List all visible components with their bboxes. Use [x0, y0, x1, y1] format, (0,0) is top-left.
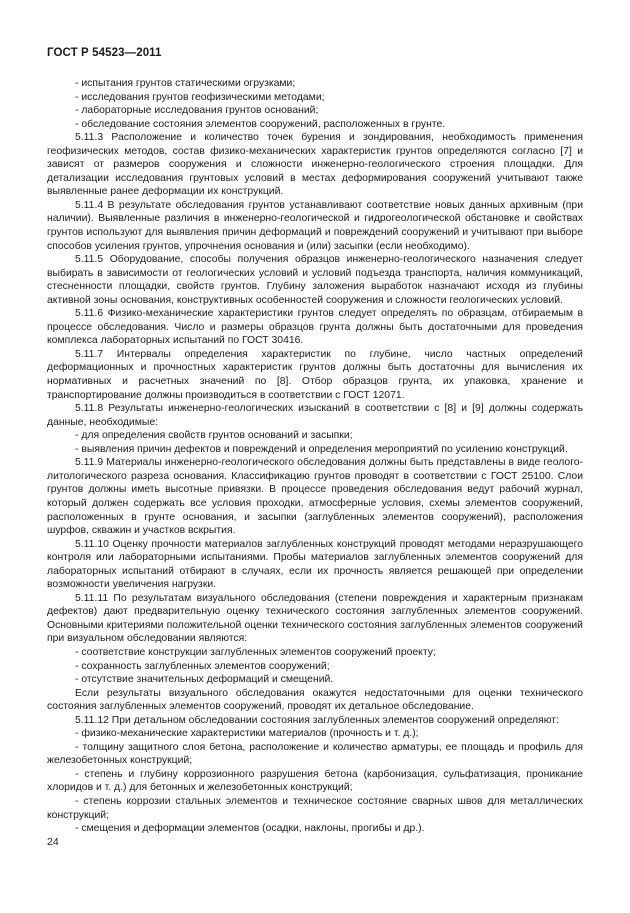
paragraph: 5.11.6 Физико-механические характеристики грунтов следует определять по образцам, отбираемым в процессе обследования. Число и размеры образцов грунта должны быть достаточными для проведения комплекса лабораторных испытаний по ГОСТ 30416. — [47, 308, 583, 347]
paragraph: - отсутствие значительных деформаций и смещений. — [75, 674, 334, 686]
paragraph: - степень коррозии стальных элементов и техническое состояние сварных швов для металлических конструкций; — [47, 795, 583, 821]
paragraph: 5.11.9 Материалы инженерно-геологического обследования должны быть представлены в виде геолого-литологического разреза основания. Классификацию грунтов проводят в соответствии с ГОСТ 25100. Слои грунтов должны иметь высотные привязки. В процессе проведения обследования ведут рабочий журнал, который должен содержать все условия проходки, атмосферные условия, схемы элементов сооружений, расположенных в грунте основания, и засыпки (заглубленных элементов сооружений), расположения шурфов, скважин и участков вскрытия. — [47, 457, 583, 537]
paragraph: - соответствие конструкции заглубленных элементов сооружений проекту; — [75, 646, 436, 658]
paragraph: - исследования грунтов геофизическими методами; — [75, 91, 325, 103]
paragraph: - смещения и деформации элементов (осадки, наклоны, прогибы и др.). — [75, 823, 425, 835]
document-body — [47, 77, 583, 836]
paragraph: 5.11.4 В результате обследования грунтов устанавливают соответствие новых данных архивным (при наличии). Выявленные различия в инженерно-геологической и гидрогеологической обстановке и свойствах грунтов используют для выявления причин деформаций и повреждений сооружений и учитывают при выборе способов усиления грунтов, упрочнения основания и (или) засыпки (если необходимо). — [47, 199, 583, 252]
document-header: ГОСТ Р 54523—2011 — [47, 47, 162, 59]
paragraph: - толщину защитного слоя бетона, расположение и количество арматуры, ее площадь и профиль для железобетонных конструкций; — [47, 741, 583, 767]
paragraph: - для определения свойств грунтов оснований и засыпки; — [75, 430, 353, 442]
paragraph: - степень и глубину коррозионного разрушения бетона (карбонизация, сульфатизация, проникание хлоридов и т. д.) для бетонных и железобетонных конструкций; — [47, 768, 583, 794]
paragraph: 5.11.12 При детальном обследовании состояния заглубленных элементов сооружений определяют: — [75, 714, 559, 726]
paragraph: - лабораторные исследования грунтов оснований; — [75, 105, 319, 117]
paragraph: 5.11.10 Оценку прочности материалов заглубленных конструкций проводят методами неразрушающего контроля или лабораторными испытаниями. Пробы материалов заглубленных элементов сооружений для лабораторных испытаний отбирают в случаях, если их прочность является решающей при определении возможности увеличения нагрузки. — [47, 538, 583, 591]
paragraph: 5.11.5 Оборудование, способы получения образцов инженерно-геологического назначения следует выбирать в зависимости от геологических условий и условий подъезда транспорта, наличия коммуникаций, стесненности площадки, свойств грунтов. Глубину заложения выработок назначают исходя из глубины активной зоны основания, конструктивных особенностей сооружения и сложности геологических условий. — [47, 254, 583, 306]
paragraph: - испытания грунтов статическими огрузками; — [75, 78, 296, 89]
paragraph: Если результаты визуального обследования окажутся недостаточными для оценки технического состояния заглубленных элементов сооружений, проводят их детальное обследование. — [47, 687, 583, 713]
paragraph: - сохранность заглубленных элементов сооружений; — [75, 660, 330, 672]
paragraph: 5.11.3 Расположение и количество точек бурения и зондирования, необходимость применения геофизических методов, состав физико-механических характеристик грунтов определяются согласно [7] и зависят от размеров сооружения и сложности инженерно-геологического строения площадки. Для детализации исследования грунтовых условий в местах деформирования сооружений учитывают также выявленные ранее деформации их конструкций. — [47, 132, 583, 198]
paragraph: - физико-механические характеристики материалов (прочность и т. д.); — [75, 728, 419, 740]
paragraph: 5.11.11 По результатам визуального обследования (степени повреждения и характерным признакам дефектов) дают предварительную оценку технического состояния заглубленных элементов сооружений. Основными критериями положительной оценки технического состояния заглубленных элементов сооружений при визуальном обследовании являются: — [47, 592, 583, 645]
paragraph: - выявления причин дефектов и повреждений и определения мероприятий по усилению конструкций. — [75, 443, 568, 455]
page-number: 24 — [47, 836, 59, 848]
paragraph: - обследование состояния элементов сооружений, расположенных в грунте. — [75, 118, 446, 130]
paragraph: 5.11.8 Результаты инженерно-геологических изысканий в соответствии с [8] и [9] должны содержать данные, необходимые: — [47, 403, 583, 428]
paragraph: 5.11.7 Интервалы определения характеристик по глубине, число частных определений деформационных и прочностных характеристик грунтов должны быть достаточны для вычисления их нормативных и расчетных значений по [8]. Отбор образцов грунта, их упаковка, хранение и транспортирование должны производиться в соответствии с ГОСТ 12071. — [47, 348, 583, 401]
